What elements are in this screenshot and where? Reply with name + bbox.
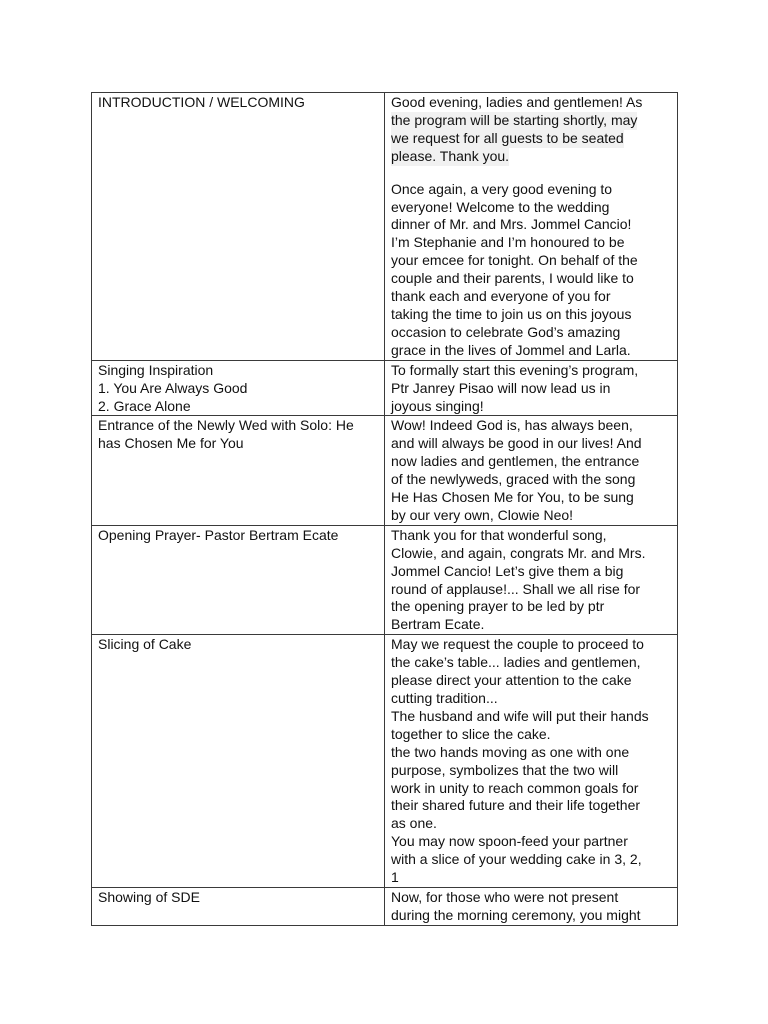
script-text: occasion to celebrate God’s amazing (391, 323, 621, 340)
program-item-text: 1. You Are Always Good (98, 379, 248, 396)
program-item-cell (92, 887, 385, 925)
script-text: I’m Stephanie and I’m honoured to be (391, 234, 625, 251)
script-text: we request for all guests to be seated (391, 129, 624, 146)
script-cell (385, 416, 678, 525)
script-text: your emcee for tonight. On behalf of the (391, 252, 638, 269)
program-row (92, 360, 678, 416)
program-item-cell (92, 525, 385, 634)
script-text: now ladies and gentlemen, the entrance (391, 453, 640, 470)
script-text: of the newlyweds, graced with the song (391, 471, 636, 488)
script-text: work in unity to reach common goals for (391, 779, 639, 796)
script-text: cutting tradition... (391, 690, 498, 706)
program-item-cell (92, 416, 385, 525)
script-cell (385, 887, 678, 925)
program-item-text: Singing Inspiration (98, 361, 214, 378)
script-text: You may now spoon-feed your partner (391, 833, 628, 850)
program-row (92, 525, 678, 634)
program-item-text: Slicing of Cake (98, 636, 192, 653)
script-text: The husband and wife will put their hands (391, 707, 649, 724)
program-item-text: INTRODUCTION / WELCOMING (98, 94, 305, 110)
script-text: with a slice of your wedding cake in 3, 2, (391, 851, 642, 868)
program-item-text: Showing of SDE (98, 888, 200, 905)
script-text: during the morning ceremony, you might (391, 906, 641, 923)
script-text: taking the time to join us on this joyous (391, 305, 632, 322)
script-text: To formally start this evening’s program, (391, 361, 639, 378)
script-text: Good evening, ladies and gentlemen! As (391, 94, 643, 110)
program-table-body (92, 93, 678, 926)
script-text: Thank you for that wonderful song, (391, 526, 607, 543)
program-item-cell (92, 93, 385, 361)
program-item-text: Opening Prayer- Pastor Bertram Ecate (98, 526, 339, 543)
script-text: as one. (391, 815, 437, 832)
script-text: Jommel Cancio! Let’s give them a big (391, 562, 624, 579)
script-cell (385, 635, 678, 888)
script-text: thank each and everyone of you for (391, 288, 611, 305)
script-text: the two hands moving as one with one (391, 743, 630, 760)
script-text: please direct your attention to the cake (391, 672, 632, 689)
wedding-program-table (91, 92, 678, 926)
script-text: everyone! Welcome to the wedding (391, 198, 610, 215)
program-row (92, 416, 678, 525)
program-item-cell (92, 635, 385, 888)
script-cell (385, 525, 678, 634)
paragraph-gap (391, 166, 672, 181)
script-text: by our very own, Clowie Neo! (391, 506, 574, 523)
script-text: couple and their parents, I would like to (391, 270, 634, 287)
script-text: purpose, symbolizes that the two will (391, 761, 619, 778)
program-row (92, 887, 678, 925)
script-cell (385, 93, 678, 361)
script-text: 1 (391, 869, 399, 886)
script-text: their shared future and their life together (391, 797, 641, 814)
script-text: Now, for those who were not present (391, 888, 619, 905)
script-text: joyous singing! (391, 397, 484, 414)
script-text: May we request the couple to proceed to (391, 636, 644, 653)
script-text: the opening prayer to be led by ptr (391, 598, 605, 615)
script-text: round of applause!... Shall we all rise for (391, 580, 641, 597)
script-text: the cake’s table... ladies and gentlemen, (391, 654, 641, 671)
program-item-text: 2. Grace Alone (98, 397, 191, 414)
script-text: together to slice the cake. (391, 725, 551, 742)
script-text: Ptr Janrey Pisao will now lead us in (391, 379, 611, 396)
program-row (92, 635, 678, 888)
program-item-text: Entrance of the Newly Wed with Solo: He (98, 417, 354, 434)
script-text: Once again, a very good evening to (391, 180, 613, 197)
script-text: please. Thank you. (391, 147, 510, 164)
script-text: Clowie, and again, congrats Mr. and Mrs. (391, 544, 646, 561)
script-text: He Has Chosen Me for You, to be sung (391, 489, 634, 506)
script-text: and will always be good in our lives! And (391, 435, 642, 452)
script-text: dinner of Mr. and Mrs. Jommel Cancio! (391, 216, 632, 233)
program-item-cell (92, 360, 385, 416)
script-text: Wow! Indeed God is, has always been, (391, 417, 633, 434)
program-item-text: has Chosen Me for You (98, 435, 244, 452)
script-text: Bertram Ecate. (391, 616, 485, 633)
program-row (92, 93, 678, 361)
script-cell (385, 360, 678, 416)
script-text: the program will be starting shortly, may (391, 111, 638, 128)
script-text: grace in the lives of Jommel and Larla. (391, 341, 631, 358)
